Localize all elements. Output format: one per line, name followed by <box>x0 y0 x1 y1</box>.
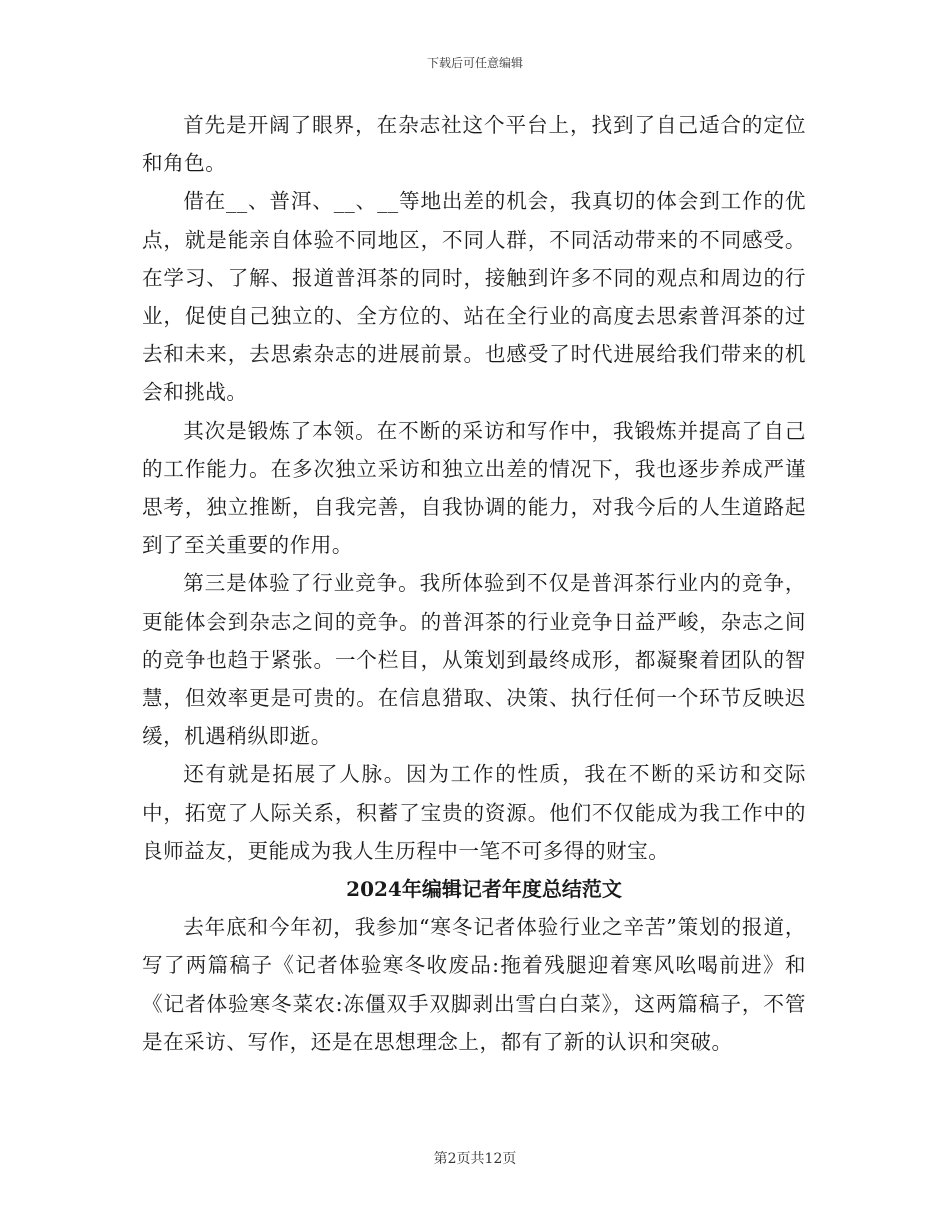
paragraph: 其次是锻炼了本领。在不断的采访和写作中，我锻炼并提高了自己的工作能力。在多次独立采访和独立出差的情况下，我也逐步养成严谨思考，独立推断，自我完善，自我协调的能力，对我今后的人生道路起到了至关重要的作用。 <box>142 418 806 558</box>
paragraph: 去年底和今年初，我参加“寒冬记者体验行业之辛苦”策划的报道，写了两篇稿子《记者体验寒冬收废品:拖着残腿迎着寒风吆喝前进》和《记者体验寒冬菜农:冻僵双手双脚剥出雪白白菜》，这两篇稿子，不管是在采访、写作，还是在思想理念上，都有了新的认识和突破。 <box>142 915 806 1054</box>
paragraph: 还有就是拓展了人脉。因为工作的性质，我在不断的采访和交际中，拓宽了人际关系，积蓄了宝贵的资源。他们不仅能成为我工作中的良师益友，更能成为我人生历程中一笔不可多得的财宝。 <box>142 762 806 863</box>
paragraph: 第三是体验了行业竞争。我所体验到不仅是普洱茶行业内的竞争，更能体会到杂志之间的竞争。的普洱茶的行业竞争日益严峻，杂志之间的竞争也趋于紧张。一个栏目，从策划到最终成形，都凝聚着团队的智慧，但效率更是可贵的。在信息猎取、决策、执行任何一个环节反映迟缓，机遇稍纵即逝。 <box>142 571 806 749</box>
page-header: 下载后可任意编辑 <box>426 56 523 70</box>
section-title: 2024年编辑记者年度总结范文 <box>346 877 622 902</box>
paragraph: 借在__、普洱、__、__等地出差的机会，我真切的体会到工作的优点，就是能亲自体验不同地区，不同人群，不同活动带来的不同感受。在学习、了解、报道普洱茶的同时，接触到许多不同的观点和周边的行业，促使自己独立的、全方位的、站在全行业的高度去思索普洱茶的过去和未来，去思索杂志的进展前景。也感受了时代进展给我们带来的机会和挑战。 <box>142 189 806 405</box>
page-footer: 第2页共12页 <box>433 1151 517 1167</box>
document-body <box>142 106 806 1061</box>
paragraph: 首先是开阔了眼界，在杂志社这个平台上，找到了自己适合的定位和角色。 <box>142 113 806 176</box>
